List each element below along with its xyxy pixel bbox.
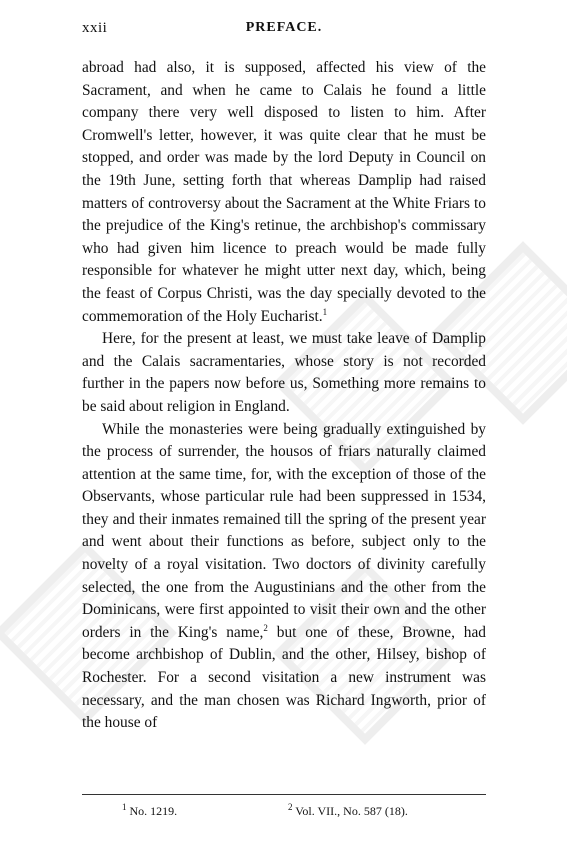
footnote-reference: 1 — [322, 306, 328, 317]
running-head: PREFACE. — [245, 20, 323, 35]
page-number: xxii — [82, 20, 108, 36]
footnote-1 — [122, 804, 177, 819]
paragraph — [82, 328, 486, 418]
paragraph-text: but one of these, Browne, had become archbishop of Dublin, and the other, Hilsey, bishop of Rochester. For a second visitation a new instrument was necessary, and the man chosen was Richard Ingworth, prior of the house of — [82, 623, 486, 732]
footnote-divider — [82, 794, 486, 795]
paragraph — [82, 57, 486, 328]
footnote-marker: 1 — [122, 802, 127, 812]
body-text — [82, 57, 486, 735]
footnote-2 — [288, 804, 408, 819]
paragraph-text: abroad had also, it is supposed, affected his view of the Sacrament, and when he came to Calais he found a little company there very well disposed to listen to him. After Cromwell's letter, however, it was quite clear that he must be stopped, and order was made by the lord Deputy in Council on the 19th June, setting forth that whereas Damplip had raised matters of controversy about the Sacrament at the White Friars to the prejudice of the King's retinue, the archbishop's commissary who had given him licence to preach would be made fully responsible for whatever he might utter next day, which, being the feast of Corpus Christi, was the day specially devoted to the commemoration of the Holy Eucharist. — [82, 59, 486, 325]
footnote-text: No. 1219. — [126, 804, 178, 818]
footnotes — [82, 804, 486, 826]
page-header — [82, 20, 486, 42]
paragraph — [82, 419, 486, 735]
paragraph-text: While the monasteries were being gradually extinguished by the process of surrender, the housos of friars naturally claimed attention at the same time, for, with the exception of those of the Observants, whose particular rule had been suppressed in 1534, they and their inmates remained till the spring of the present year and went about their functions as before, subject only to the novelty of a royal visitation. Two doctors of divinity carefully selected, the one from the Augustinians and the other from the Dominicans, were first appointed to visit their own and the other orders in the King's name, — [82, 420, 486, 641]
paragraph-text: Here, for the present at least, we must take leave of Damplip and the Calais sacramentaries, whose story is not recorded further in the papers now before us, Something more remains to be said about religion in England. — [82, 330, 486, 415]
footnote-text: Vol. VII., No. 587 (18). — [292, 804, 408, 818]
footnote-marker: 2 — [288, 802, 293, 812]
footnote-reference: 2 — [263, 622, 268, 633]
